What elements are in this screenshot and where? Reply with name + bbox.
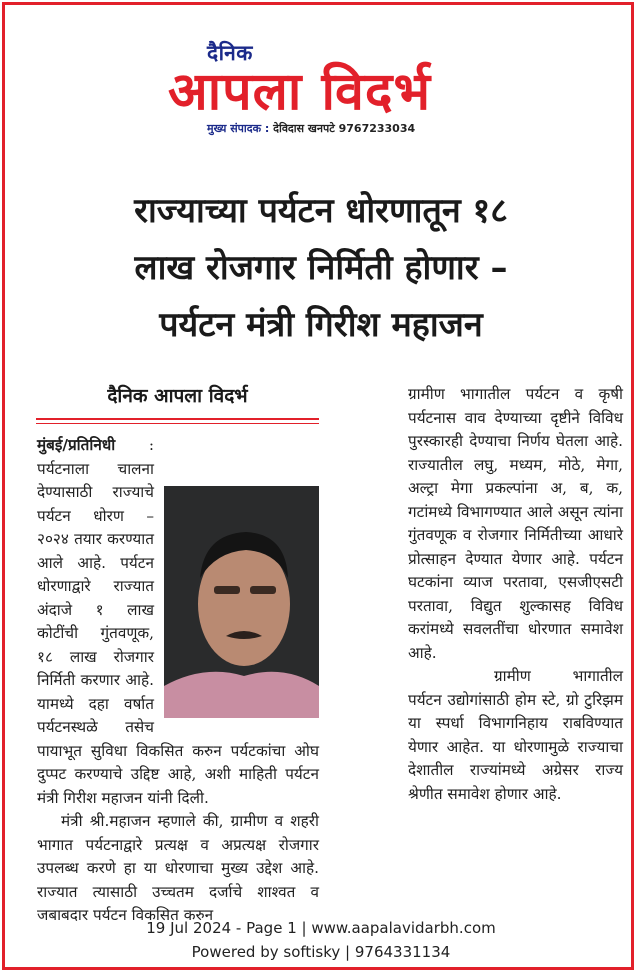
- headline-line-3: पर्यटन मंत्री गिरीश महाजन: [159, 305, 483, 345]
- photo-wrap-spacer: [340, 453, 408, 833]
- paragraph-4: ग्रामीण भागातील पर्यटन उद्योगांसाठी होम स्टे, ग्रो टुरिझम या स्पर्धा विभागनिहाय राबविण्यात येणार आहेत. या धोरणामुळे राज्याचा देशातील राज्यांमध्ये अग्रेसर राज्य श्रेणीत समावेश होणार आहे.: [408, 667, 623, 803]
- masthead-small-title: दैनिक: [207, 41, 253, 65]
- footer-powered-by: Powered by softisky | 9764331134: [191, 943, 451, 961]
- chief-editor-label: मुख्य संपादक :: [207, 122, 270, 135]
- chief-editor-line: [207, 121, 415, 136]
- byline-rule-bottom: [36, 423, 319, 424]
- article-headline: [20, 183, 622, 354]
- minister-photo: [164, 486, 319, 718]
- headline-line-1: राज्याच्या पर्यटन धोरणातून १८: [134, 191, 508, 231]
- byline-block: [36, 382, 319, 427]
- paragraph-3-lead: [340, 383, 623, 665]
- masthead-logo-title: आपला विदर्भ: [168, 62, 432, 122]
- byline: दैनिक आपला विदर्भ: [107, 385, 248, 407]
- article-column-right: [340, 383, 623, 833]
- footer-date-website: 19 Jul 2024 - Page 1 | www.aapalavidarbh.com: [146, 919, 496, 937]
- chief-editor-value: देविदास खनपटे 9767233034: [273, 122, 416, 135]
- headline-line-2: लाख रोजगार निर्मिती होणार –: [134, 248, 508, 288]
- page-footer: [0, 916, 642, 964]
- article-column-left: [37, 434, 319, 928]
- paragraph-3: ग्रामीण भागातील पर्यटन व कृषी पर्यटनास वाव देण्याच्या दृष्टीने विविध पुरस्कारही देण्याचा निर्णय घेतला आहे. राज्यातील लघु, मध्यम, मोठे, मेगा, अल्ट्रा मेगा प्रकल्पांना अ, ब, क, गटांमध्ये विभागण्यात आले असून त्यांना गुंतवणूक व रोजगार निर्मितीच्या आधारे प्रोत्साहन देण्यात येणार आहे. पर्यटन घटकांना व्याज परतावा, एसजीएसटी परतावा, विद्युत शुल्कासह विविध करांमध्ये सवलतींचा धोरणात समावेश आहे.: [408, 385, 623, 662]
- byline-rule-top: [36, 418, 319, 420]
- dateline: मुंबई/प्रतिनिधी: [37, 436, 116, 454]
- paragraph-1-text: : पर्यटनाला चालना देण्यासाठी राज्याचे पर्यटन धोरण – २०२४ तयार करण्यात आले आहे. पर्यटन धोरणाद्वारे राज्यात अंदाजे १ लाख कोटींची गुंतवणूक, १८ लाख रोजगार निर्मिती करणार आहे. यामध्ये दहा वर्षात पर्यटनस्थळे तसेच पायाभूत सुविधा विकसित करुन पर्यटकांचा ओघ दुप्पट करण्याचे उद्दिष्ट आहे, अशी माहिती पर्यटन मंत्री गिरीश महाजन यांनी दिली.: [37, 436, 319, 807]
- portrait-illustration: [164, 486, 319, 718]
- paragraph-2: मंत्री श्री.महाजन म्हणाले की, ग्रामीण व शहरी भागात पर्यटनाद्वारे प्रत्यक्ष व अप्रत्यक्ष रोजगार उपलब्ध करणे हा या धोरणाचा मुख्य उद्देश आहे. राज्यात त्यासाठी उच्चतम दर्जाचे शाश्वत व जबाबदार पर्यटन विकसित करुन: [37, 812, 319, 924]
